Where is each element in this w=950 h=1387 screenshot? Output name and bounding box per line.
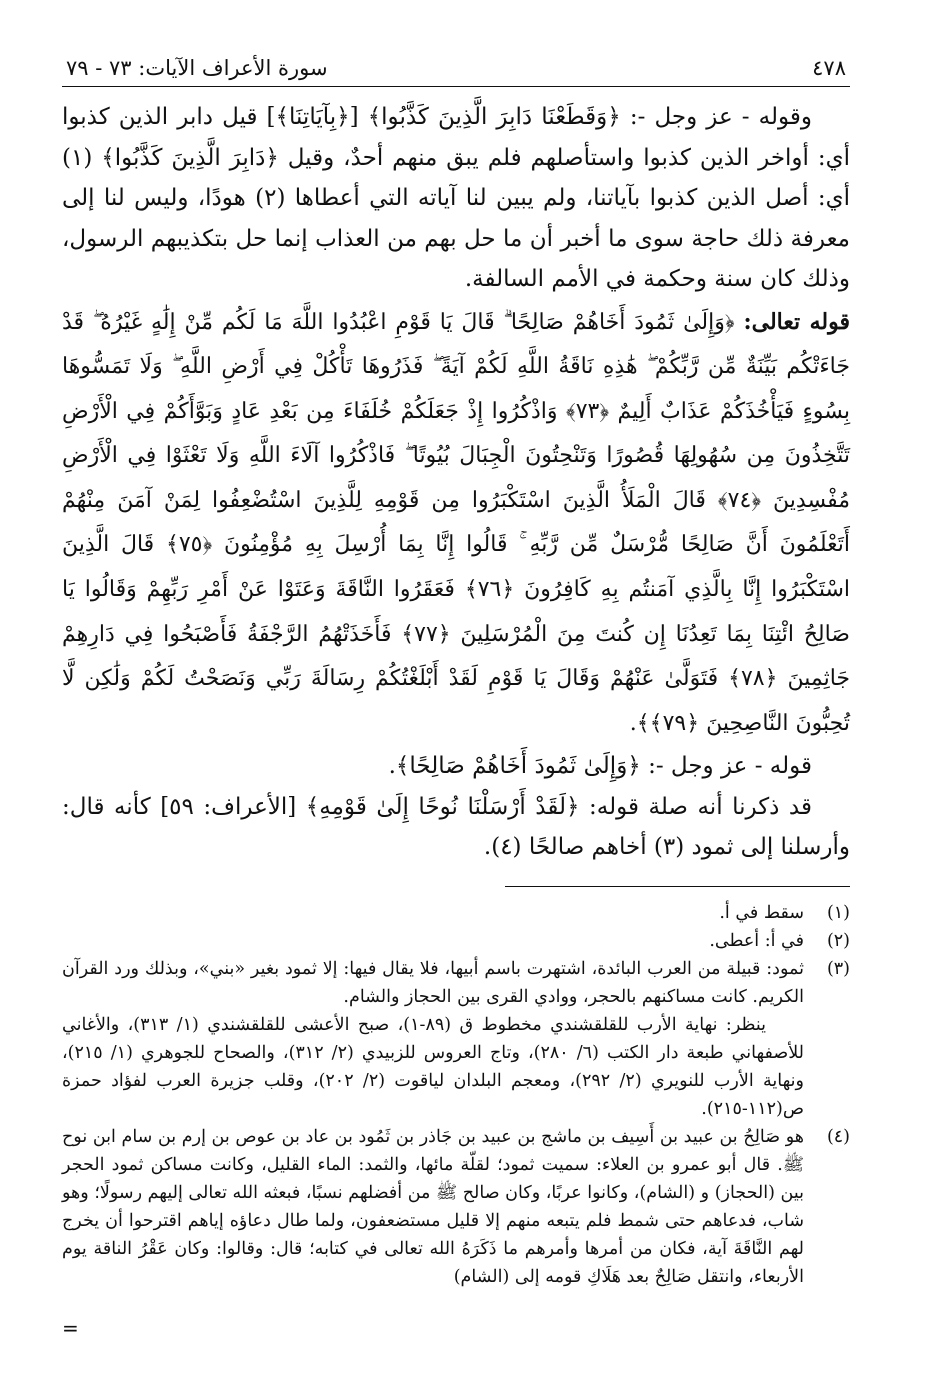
footnote-text: سقط في أ.	[719, 902, 804, 923]
footnote	[62, 955, 850, 1123]
footnote-text: في أ: أعطى.	[709, 930, 804, 951]
footnote-text: هو صَالِحُ بن عبيد بن أَسِيف بن ماشج بن عبيد بن جَاذر بن ثَمُود بن عاد بن عوص بن إرم بن سام ابن نوح ﷺ. قال أبو عمرو بن العلاء: سميت ثمود؛ لقلّة مائها، والثمد: الماء القليل، وكانت مساكن ثمود الحجر بين (الحجاز) و (الشام)، وكانوا عربًا، وكان صالح ﷺ من أفضلهم نسبًا، فبعثه الله تعالى إليهم رسولًا؛ وهو شاب، فدعاهم حتى شمط فلم يتبعه منهم إلا قليل مستضعفون، ولما طال دعاؤه إياهم اقترحوا أن يخرج لهم النَّاقَةَ آية، فكان من أمرها وأمرهم ما ذَكَرَهُ الله تعالى في كتابه؛ قال: وقالوا: وكان عَقْرُ الناقة يوم الأربعاء، وانتقل صَالِحٌ بعد هَلَاكِ قومه إلى (الشام)	[62, 1126, 804, 1287]
footnote-number: (٣)	[826, 958, 850, 979]
footnotes	[62, 899, 850, 1291]
verse-lead: قوله تعالى:	[743, 308, 851, 335]
footnote-separator	[505, 886, 850, 887]
footnote-text: ثمود: قبيلة من العرب البائدة، اشتهرت باسم أبيها، فلا يقال فيها: إلا ثمود بغير «بني»، وبذلك ورد القرآن الكريم. كانت مساكنهم بالحجر، ووادي القرى بين الحجاز والشام.	[62, 958, 804, 1007]
footnote	[62, 927, 850, 955]
running-title: سورة الأعراف الآيات: ٧٣ - ٧٩	[66, 56, 328, 80]
paragraph-1: وقوله - عز وجل -: ﴿وَقَطَعْنَا دَابِرَ الَّذِينَ كَذَّبُوا﴾ [﴿بِآيَاتِنَا﴾] قيل دابر الذين كذبوا أي: أواخر الذين كذبوا واستأصلهم فلم يبق منهم أحدٌ، وقيل ﴿دَابِرَ الَّذِينَ كَذَّبُوا﴾ (١) أي: أصل الذين كذبوا بآياتنا، ولم يبين لنا آياته التي أعطاها (٢) هودًا، وليس لنا إلى معرفة ذلك حاجة سوى ما أخبر أن ما حل بهم من العذاب إنما حل بتكذيبهم الرسول، وذلك كان سنة وحكمة في الأمم السالفة.	[62, 104, 850, 292]
verse-text: ﴿وَإِلَىٰ ثَمُودَ أَخَاهُمْ صَالِحًا ۗ قَالَ يَا قَوْمِ اعْبُدُوا اللَّهَ مَا لَكُم مِّنْ إِلَٰهٍ غَيْرُهُ ۖ قَدْ جَاءَتْكُم بَيِّنَةٌ مِّن رَّبِّكُمْ ۖ هَٰذِهِ نَاقَةُ اللَّهِ لَكُمْ آيَةً ۖ فَذَرُوهَا تَأْكُلْ فِي أَرْضِ اللَّهِ ۖ وَلَا تَمَسُّوهَا بِسُوءٍ فَيَأْخُذَكُمْ عَذَابٌ أَلِيمٌ ﴿٧٣﴾ وَاذْكُرُوا إِذْ جَعَلَكُمْ خُلَفَاءَ مِن بَعْدِ عَادٍ وَبَوَّأَكُمْ فِي الْأَرْضِ تَتَّخِذُونَ مِن سُهُولِهَا قُصُورًا وَتَنْحِتُونَ الْجِبَالَ بُيُوتًا ۖ فَاذْكُرُوا آلَاءَ اللَّهِ وَلَا تَعْثَوْا فِي الْأَرْضِ مُفْسِدِينَ ﴿٧٤﴾ قَالَ الْمَلَأُ الَّذِينَ اسْتَكْبَرُوا مِن قَوْمِهِ لِلَّذِينَ اسْتُضْعِفُوا لِمَنْ آمَنَ مِنْهُمْ أَتَعْلَمُونَ أَنَّ صَالِحًا مُّرْسَلٌ مِّن رَّبِّهِ ۚ قَالُوا إِنَّا بِمَا أُرْسِلَ بِهِ مُؤْمِنُونَ ﴿٧٥﴾ قَالَ الَّذِينَ اسْتَكْبَرُوا إِنَّا بِالَّذِي آمَنتُم بِهِ كَافِرُونَ ﴿٧٦﴾ فَعَقَرُوا النَّاقَةَ وَعَتَوْا عَنْ أَمْرِ رَبِّهِمْ وَقَالُوا يَا صَالِحُ ائْتِنَا بِمَا تَعِدُنَا إِن كُنتَ مِنَ الْمُرْسَلِينَ ﴿٧٧﴾ فَأَخَذَتْهُمُ الرَّجْفَةُ فَأَصْبَحُوا فِي دَارِهِمْ جَاثِمِينَ ﴿٧٨﴾ فَتَوَلَّىٰ عَنْهُمْ وَقَالَ يَا قَوْمِ لَقَدْ أَبْلَغْتُكُمْ رِسَالَةَ رَبِّي وَنَصَحْتُ لَكُمْ وَلَٰكِن لَّا تُحِبُّونَ النَّاصِحِينَ ﴿٧٩﴾﴾.	[62, 309, 851, 736]
footnote	[62, 899, 850, 927]
paragraph-2: قوله - عز وجل -: ﴿وَإِلَىٰ ثَمُودَ أَخَاهُمْ صَالِحًا﴾.	[388, 753, 812, 780]
page	[62, 52, 850, 1291]
footnote-text: ينظر: نهاية الأرب للقلقشندي مخطوط ق (٨٩-١)، صبح الأعشى للقلقشندي (١/ ٣١٣)، والأغاني للأصفهاني طبعة دار الكتب (٦/ ٢٨٠)، وتاج العروس للزبيدي (٢/ ٣١٢)، والصحاح للجوهري (١/ ٢١٥)، ونهاية الأرب للنويري (٢/ ٢٩٢)، ومعجم البلدان لياقوت (٢/ ٢٠٢)، وقلب جزيرة العرب لفؤاد حمزة ص(١١٢-٢١٥).	[62, 1014, 805, 1119]
footnote	[62, 1123, 850, 1291]
page-number: ٤٧٨	[812, 56, 846, 80]
continuation-mark: =	[62, 1316, 79, 1340]
verse-block	[62, 300, 850, 747]
page-header	[62, 52, 850, 87]
footnote-number: (١)	[826, 902, 850, 923]
paragraph-3: قد ذكرنا أنه صلة قوله: ﴿لَقَدْ أَرْسَلْنَا نُوحًا إِلَىٰ قَوْمِهِ﴾ [الأعراف: ٥٩] كأنه قال: وأرسلنا إلى ثمود (٣) أخاهم صالحًا (٤).	[62, 793, 850, 861]
main-text	[62, 97, 850, 868]
footnote-number: (٢)	[826, 930, 850, 951]
footnote-number: (٤)	[826, 1126, 850, 1147]
